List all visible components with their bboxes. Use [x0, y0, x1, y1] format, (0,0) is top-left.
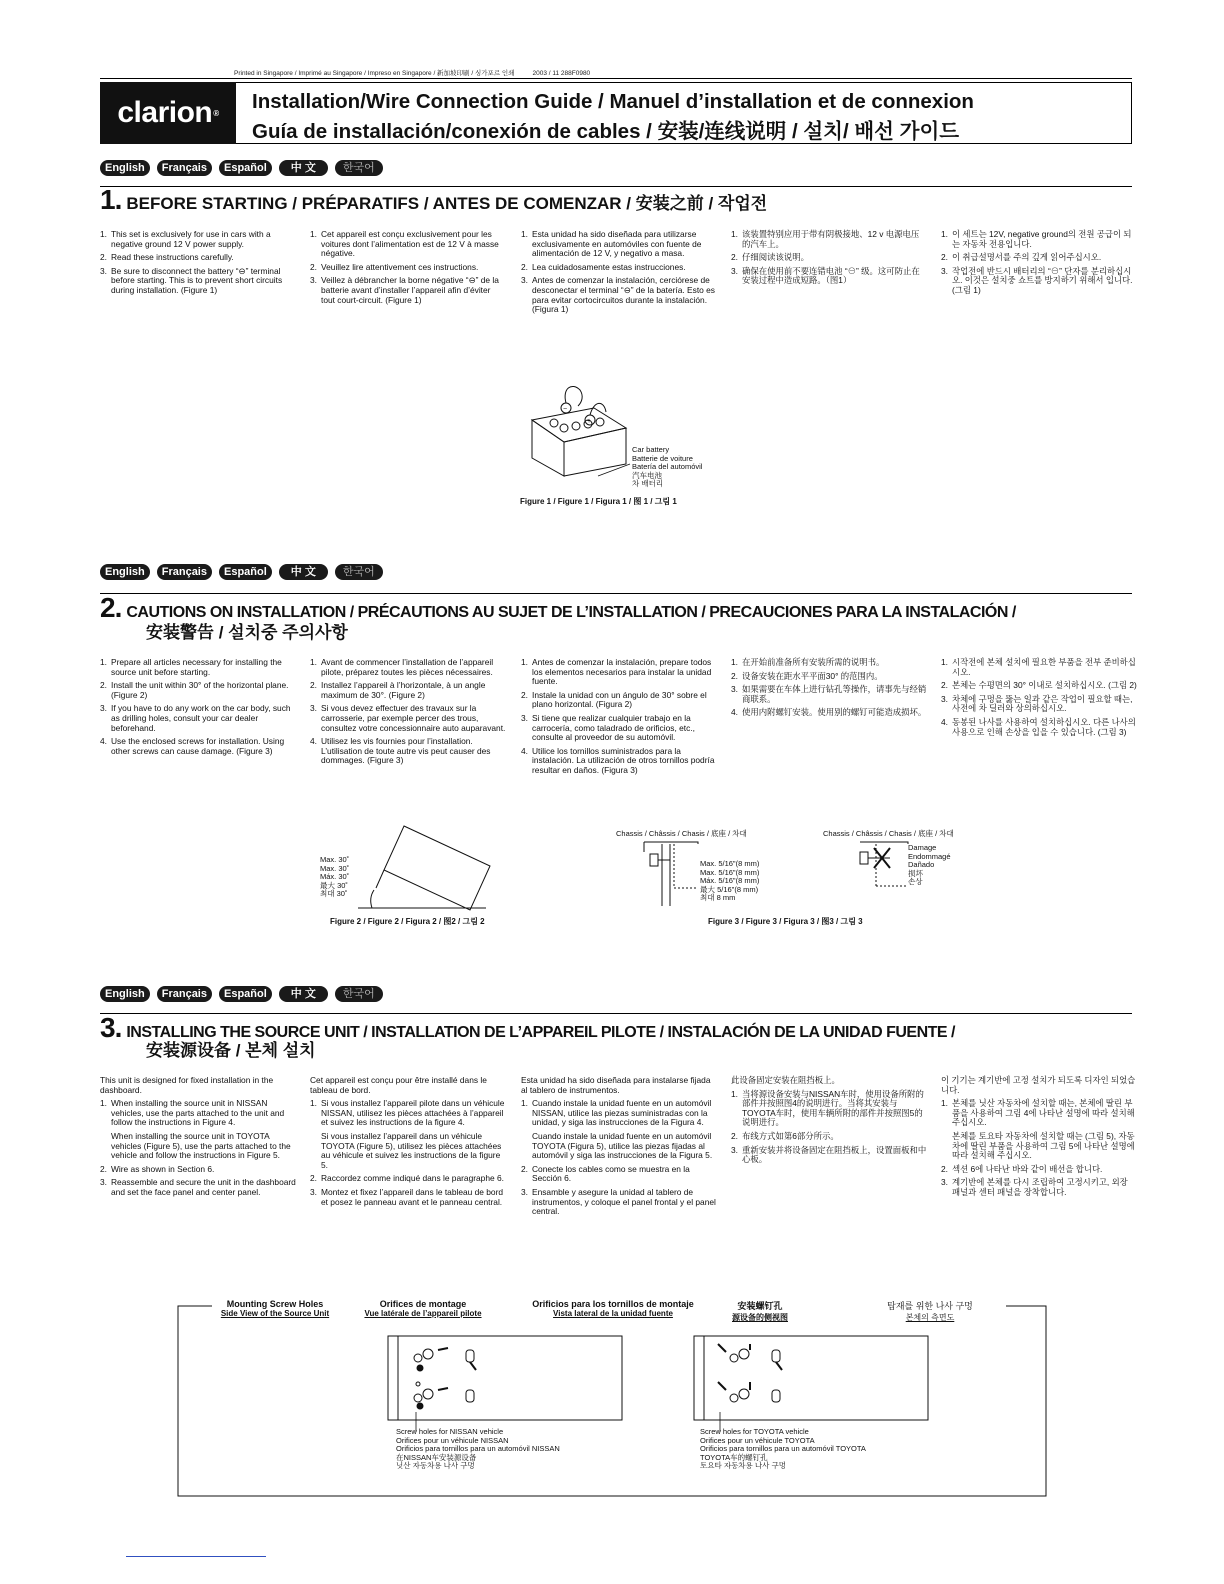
- section3-english: This unit is designed for fixed installation in the dashboard. 1. When installing the source unit in NISSAN vehicles, use the parts attached to the unit and follow the instructions in Figure 4. When installing the source unit in TOYOTA vehicles (Figure 5), use the parts attached to the vehicle and follow the instructions in Figure 5. 2. Wire as shown in Section 6. 3. Reassemble and secure the unit in the dashboard and set the face panel and center panel.: [100, 1075, 296, 1197]
- lang-korean: 한국어: [335, 986, 383, 1002]
- damage-screw-illustration: [856, 840, 912, 890]
- mount-title-fr: Orifices de montage Vue latérale de l’appareil pilote: [364, 1299, 482, 1318]
- section1-spanish: 1. Esta unidad ha sido diseñada para utilizarse exclusivamente en automóviles con fuente de alimentación de 12 V, y negativo a masa. 2. Lea cuidadosamente estas instrucciones. 3. Antes de comenzar la instalación, cerciórese de desconectar el terminal “⊖” de la batería. Esto es para evitar cortocircuitos durante la instalación. (Figura 1): [521, 229, 715, 315]
- lang-chinese: 中 文: [279, 160, 328, 176]
- lang-korean: 한국어: [335, 160, 383, 176]
- chassis-label-damage: Chassis / Châssis / Chasis / 底座 / 차대: [823, 829, 954, 838]
- svg-text:+: +: [587, 418, 592, 425]
- lang-french: Français: [157, 564, 212, 580]
- section1-korean: 1. 이 세트는 12V, negative ground의 전원 공급이 되는 자동차 전용입니다. 2. 이 취급설명서를 주의 깊게 읽어주십시오. 3. 작업전에 반드시 배터리의 “⊖” 단자를 분리하십시오. 이것은 설치중 쇼트를 방지하기 위해서 입니다. (그림 1): [941, 229, 1133, 295]
- damage-labels: Damage Endommagé Dañado 损坏 손상: [908, 843, 951, 887]
- mount-title-en: Mounting Screw Holes Side View of the Source Unit: [220, 1299, 330, 1318]
- tilt-angle-illustration: [356, 818, 492, 914]
- lang-english: English: [100, 564, 150, 580]
- language-tabs: [100, 986, 383, 1002]
- lang-spanish: Español: [219, 160, 272, 176]
- lang-spanish: Español: [219, 986, 272, 1002]
- lang-spanish: Español: [219, 564, 272, 580]
- section1-chinese: 1. 该装置特别应用于带有阴极接地、12 v 电源电压的汽车上。 2. 仔细阅读该说明。 3. 确保在使用前不要连错电池 “⊖” 级。这可防止在安装过程中造成短路。（图1）: [731, 229, 920, 286]
- header-rule: [100, 78, 1132, 79]
- lang-french: Français: [157, 986, 212, 1002]
- section1-heading: 1. BEFORE STARTING / PRÉPARATIFS / ANTES DE COMENZAR / 安装之前 / 작업전: [100, 184, 768, 215]
- fig2-angle-labels: Max. 30˚ Max. 30˚ Máx. 30˚ 最大 30˚ 최대 30˚: [320, 855, 350, 899]
- bottom-link-line: [126, 1556, 266, 1557]
- section2-english: 1. Prepare all articles necessary for installing the source unit before starting. 2. Install the unit within 30° of the horizontal plane. (Figure 2) 3. If you have to do any work on the car body, such as drilling holes, consult your car dealer beforehand. 4. Use the enclosed screws for installation. Using other screws can cause damage. (Figure 3): [100, 657, 291, 756]
- language-tabs: [100, 160, 383, 176]
- section3-french: Cet appareil est conçu pour être installé dans le tableau de bord. 1. Si vous installez l’appareil pilote dans un véhicule NISSAN, utilisez les pièces attachées à l’appareil et suivez les instructions de la figure 4. Si vous installez l’appareil dans un véhicule TOYOTA (Figure 5), utilisez les pièces attachées au véhicule et suivez les instructions de la figure 5. 2. Raccordez comme indiqué dans le paragraphe 6. 3. Montez et fixez l’appareil dans le tableau de bord et posez le panneau avant et le panneau central.: [310, 1075, 505, 1207]
- section2-subtitle: 安装警告 / 설치중 주의사항: [146, 623, 348, 642]
- chassis-label: Chassis / Châssis / Chasis / 底座 / 차대: [616, 829, 747, 838]
- figure2-caption: Figure 2 / Figure 2 / Figura 2 / 图2 / 그림 2: [330, 917, 485, 926]
- section3-subtitle: 安装源设备 / 본체 설치: [146, 1041, 316, 1060]
- page-title-line2: Guía de installación/conexión de cables / 安装/连线说明 / 설치/ 배선 가이드: [252, 120, 960, 143]
- battery-leader-line: [596, 450, 632, 480]
- lang-chinese: 中 文: [279, 564, 328, 580]
- section3-chinese: 此设备固定安装在阻挡板上。 1. 当将源设备安装与NISSAN车时，使用设备所附的部件并按照图4的说明进行。当将其安装与TOYOTA车时，使用车辆所附的部件并按照图5的说明进行。 2. 布线方式如第6部分所示。 3. 重新安装并将设备固定在阻挡板上，设置面板和中心板。: [731, 1075, 927, 1165]
- lang-french: Français: [157, 160, 212, 176]
- mount-title-ko: 탑재를 위한 나사 구멍 본체의 측면도: [887, 1301, 973, 1322]
- figure3-caption: Figure 3 / Figure 3 / Figura 3 / 图3 / 그림 3: [708, 917, 863, 926]
- section2-korean: 1. 시작전에 본체 설치에 필요한 부품을 전부 준비하십시오. 2. 본체는 수평면의 30° 이내로 설치하십시오. (그림 2) 3. 차체에 구멍을 뚫는 일과 같은 작업이 필요할 때는, 사전에 차 딜러와 상의하십시오. 4. 동봉된 나사를 사용하여 설치하십시오. 다른 나사의 사용으로 인해 손상을 입을 수 있습니다. (그림 3): [941, 657, 1137, 737]
- language-tabs: [100, 564, 383, 580]
- lang-english: English: [100, 986, 150, 1002]
- section1-french: 1. Cet appareil est conçu exclusivement pour les voitures dont l’alimentation est de 12 V à masse négative. 2. Veuillez lire attentivement ces instructions. 3. Veillez à débrancher la borne négative “⊖” de la batterie avant d’installer l’appareil afin d’éviter tout court-circuit. (Figure 1): [310, 229, 499, 305]
- svg-text:−: −: [563, 406, 568, 413]
- section2-spanish: 1. Antes de comenzar la instalación, prepare todos los elementos necesarios para instalar la unidad fuente. 2. Instale la unidad con un ángulo de 30° sobre el plano horizontal. (Figura 2) 3. Si tiene que realizar cualquier trabajo en la carrocería, como taladrado de orificios, etc., consulte al proveedor de su automóvil. 4. Utilice los tornillos suministrados para la instalación. La utilización de otros tornillos podría resultar en daños. (Figura 3): [521, 657, 715, 775]
- lang-english: English: [100, 160, 150, 176]
- section1-english: 1. This set is exclusively for use in cars with a negative ground 12 V power supply. 2. Read these instructions carefully. 3. Be sure to disconnect the battery “⊖” terminal before starting. This is to prevent short circuits during installation. (Figure 1): [100, 229, 283, 295]
- nissan-screw-labels: Screw holes for NISSAN vehicle Orifices pour un véhicule NISSAN Orificios para tornillos para un automóvil NISSAN 在NISSAN车安装源设备 닛산 자동차용 나사 구멍: [396, 1427, 560, 1471]
- section3-korean: 이 기기는 계기반에 고정 설치가 되도록 디자인 되었습니다. 1. 본체를 닛산 자동차에 설치할 때는, 본체에 딸린 부품을 사용하여 그림 4에 나타난 설명에 따라 설치해 주십시오. 본체를 토요타 자동차에 설치할 때는 (그림 5), 자동차에 딸린 부품을 사용하여 그림 5에 나타난 설명에 따라 설치해 주십시오. 2. 섹션 6에 나타난 바와 같이 배선을 합니다. 3. 계기반에 본체를 다시 조립하여 고정시키고, 외장 패널과 센터 패널을 장착합니다.: [941, 1075, 1136, 1197]
- section2-french: 1. Avant de commencer l’installation de l’appareil pilote, préparez toutes les pièces nécessaires. 2. Installez l’appareil à l’horizontale, à un angle maximum de 30°. (Figure 2) 3. Si vous devez effectuer des travaux sur la carrosserie, par exemple percer des trous, consultez votre concessionnaire auto auparavant. 4. Utilisez les vis fournies pour l’installation. L’utilisation de toute autre vis peut causer des dommages. (Figure 3): [310, 657, 506, 766]
- battery-labels: Car battery Batterie de voiture Batería del automóvil 汽车电池 차 배터리: [632, 445, 703, 489]
- section2-heading: 2. CAUTIONS ON INSTALLATION / PRÉCAUTIONS AU SUJET DE L’INSTALLATION / PRECAUCIONES PARA LA INSTALACIÓN /: [100, 592, 1016, 623]
- page-title: Installation/Wire Connection Guide / Manuel d’installation et de connexion: [252, 90, 974, 113]
- printed-line: Printed in Singapore / Imprimé au Singapore / Impreso en Singapore / 新加坡印刷 / 싱가포르 인쇄 2003 / 11 288F0980: [234, 70, 591, 77]
- clarion-logo: clarion ®: [100, 82, 236, 144]
- section2-chinese: 1. 在开始前准备所有安装所需的说明书。 2. 设备安装在距水平平面30° 的范围内。 3. 如果需要在车体上进行钻孔等操作，请事先与经销商联系。 4. 使用内附螺钉安装。使用别的螺钉可能造成损坏。: [731, 657, 927, 718]
- toyota-screw-labels: Screw holes for TOYOTA vehicle Orifices pour un véhicule TOYOTA Orificios para tornillos para un automóvil TOYOTA TOYOTA车的螺钉孔 토요타 자동차용 나사 구멍: [700, 1427, 866, 1471]
- mount-title-es: Orificios para los tornillos de montaje Vista lateral de la unidad fuente: [532, 1299, 694, 1318]
- figure1-caption: Figure 1 / Figure 1 / Figura 1 / 图 1 / 그림 1: [520, 497, 677, 506]
- lang-korean: 한국어: [335, 564, 383, 580]
- document-code: 2003 / 11 288F0980: [532, 70, 591, 77]
- section3-heading: 3. INSTALLING THE SOURCE UNIT / INSTALLATION DE L’APPAREIL PILOTE / INSTALACIÓN DE LA UNIDAD FUENTE /: [100, 1012, 955, 1043]
- lang-chinese: 中 文: [279, 986, 328, 1002]
- fig3-max-labels: Max. 5/16"(8 mm) Max. 5/16"(8 mm) Máx. 5/16"(8 mm) 最大 5/16"(8 mm) 최대 8 mm: [700, 859, 760, 903]
- section3-spanish: Esta unidad ha sido diseñada para instalarse fijada al tablero de instrumentos. 1. Cuando instale la unidad fuente en un automóvil NISSAN, utilice las piezas suministradas con la unidad, y siga las instrucciones de la Figura 4. Cuando instale la unidad fuente en un automóvil TOYOTA (Figura 5), utilice las piezas fijadas al automóvil y siga las instrucciones de la Figura 5. 2. Conecte los cables como se muestra en la Sección 6. 3. Ensamble y asegure la unidad al tablero de instrumentos, y coloque el panel frontal y el panel central.: [521, 1075, 716, 1217]
- mount-title-zh: 安装螺钉孔 源设备的侧视图: [732, 1301, 788, 1322]
